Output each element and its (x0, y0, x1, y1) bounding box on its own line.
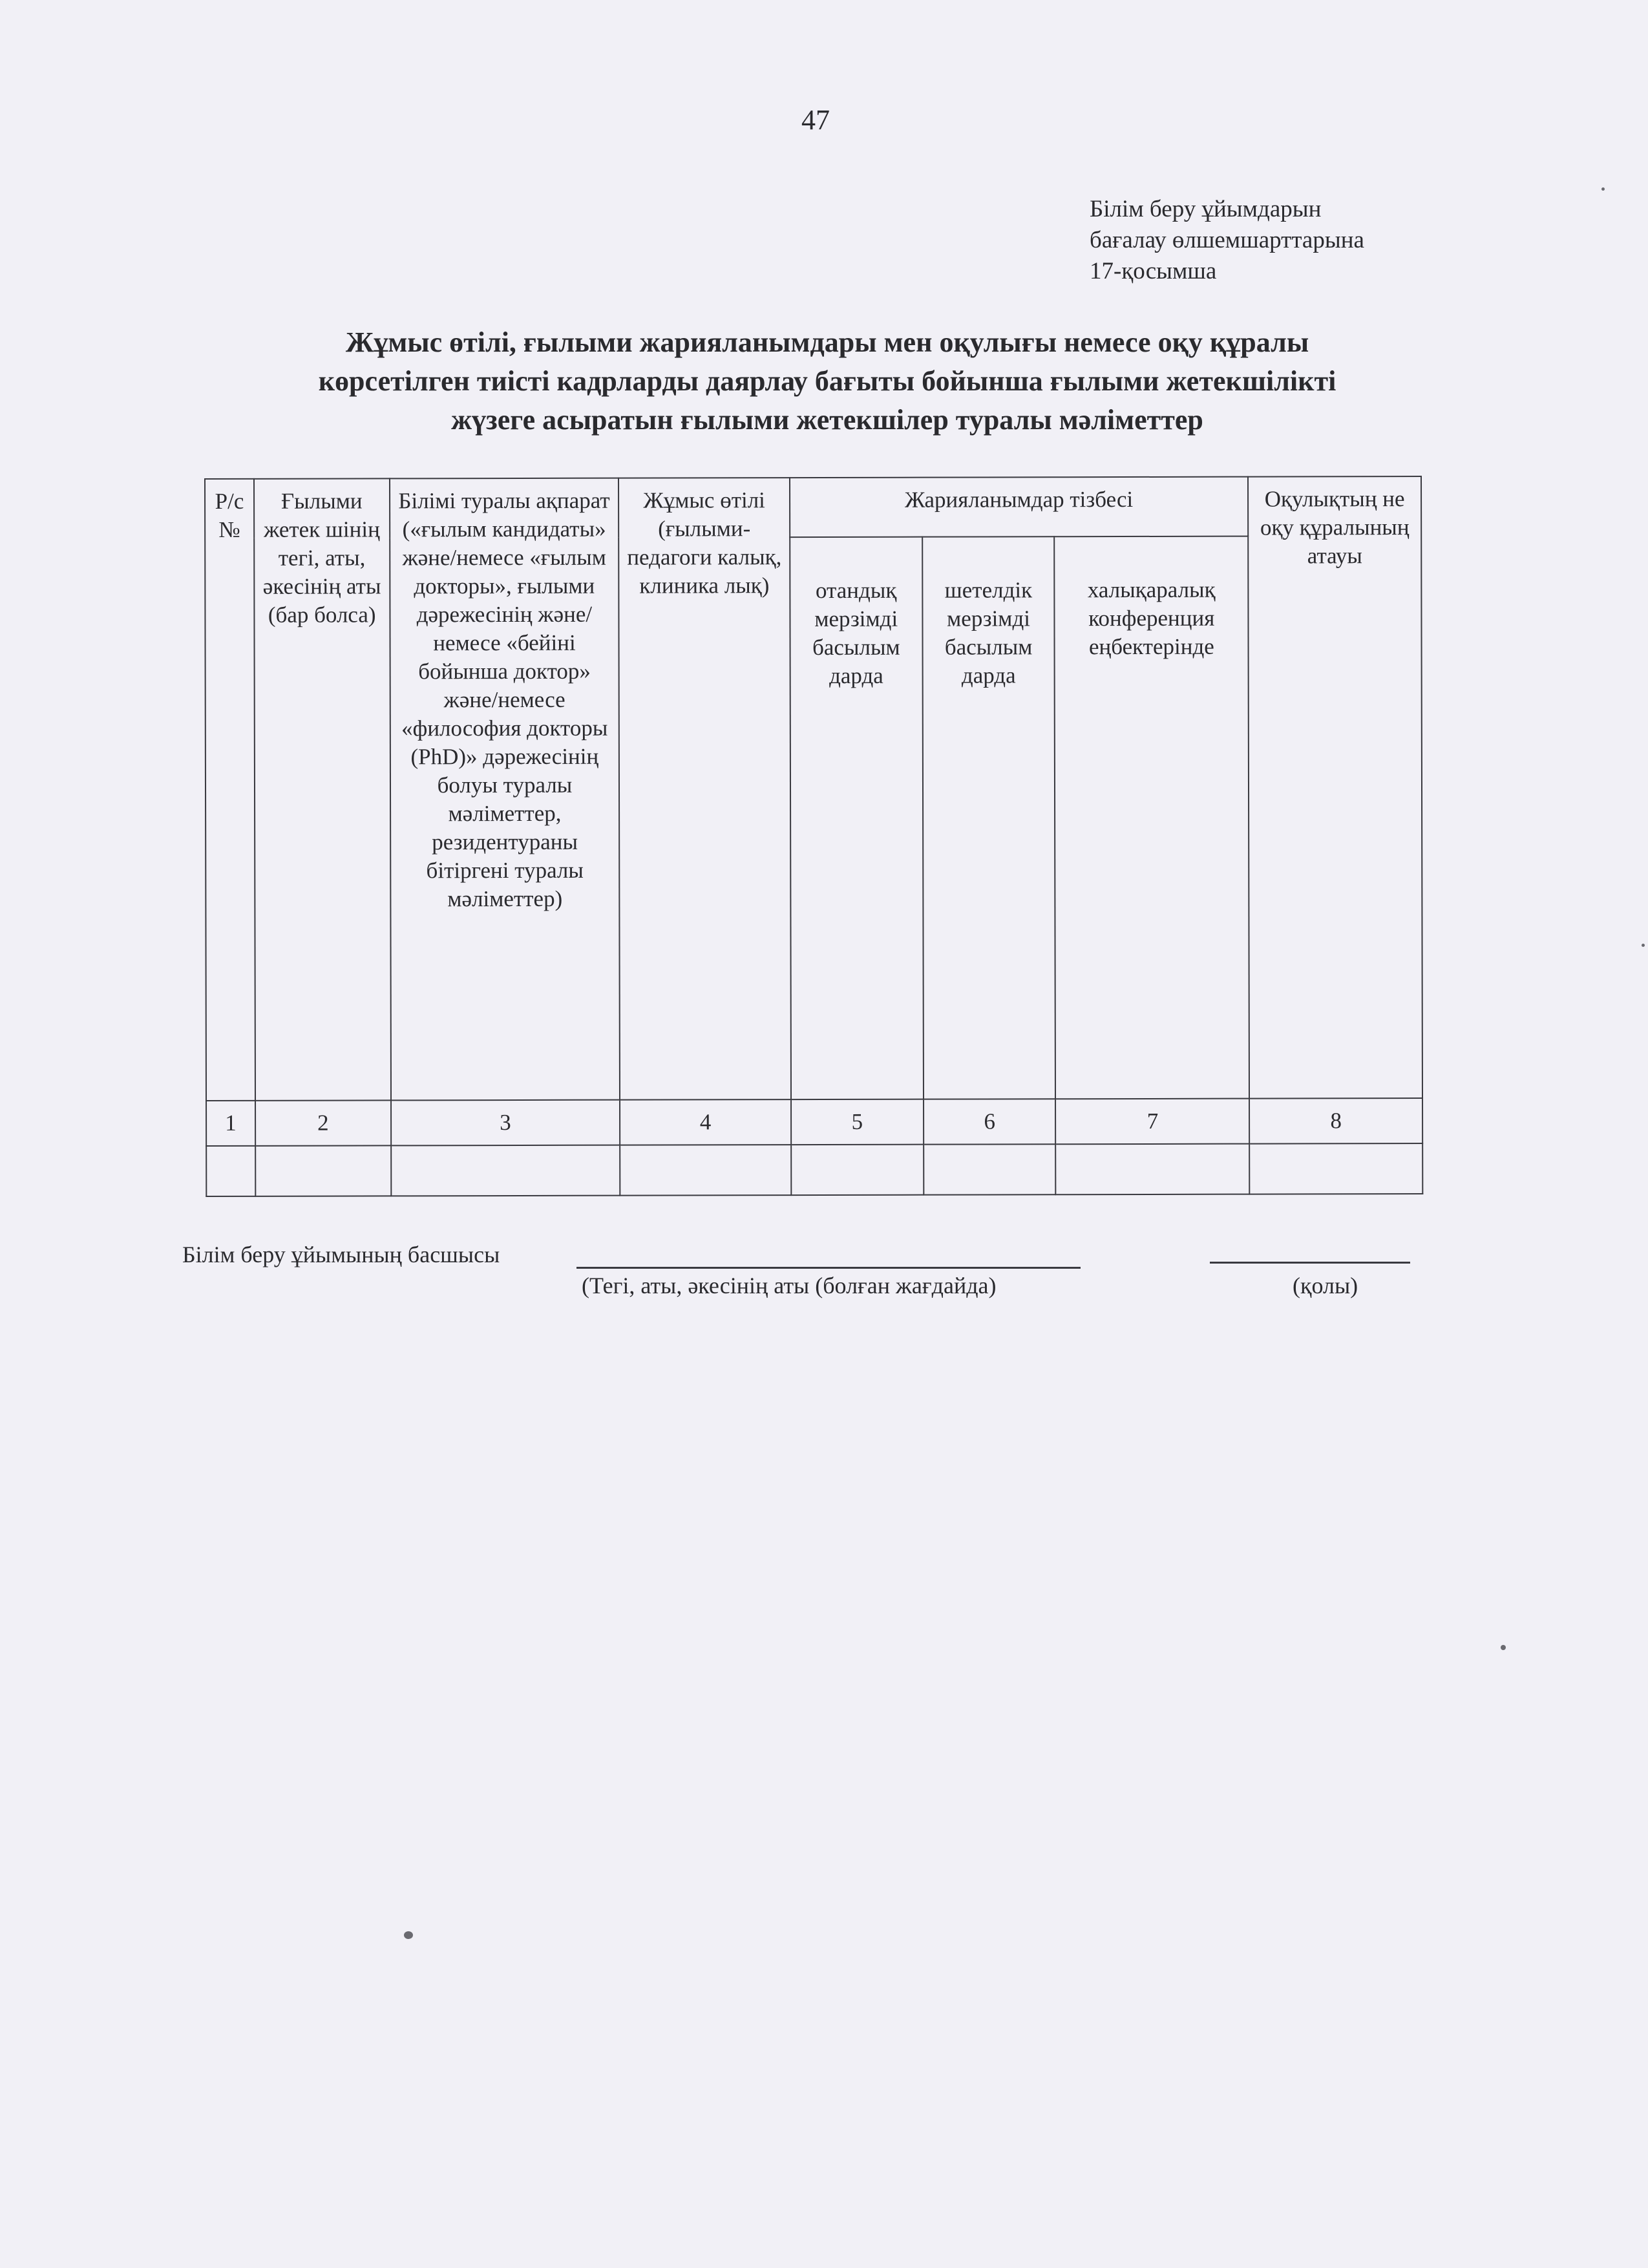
signature-caption: (қолы) (1293, 1273, 1358, 1298)
header-foreign-periodicals: шетелдік мерзімді басылым дарда (922, 536, 1056, 1099)
table-cell (1056, 1144, 1250, 1195)
header-publications-list: Жарияланымдар тізбесі (790, 477, 1248, 537)
column-number: 1 (206, 1101, 255, 1146)
name-blank-line (576, 1267, 1081, 1269)
annex-reference (1090, 194, 1364, 287)
table-row (206, 1143, 1422, 1196)
header-education-info: Білімі туралы ақпарат («ғылым кандидаты» және/немесе «ғылым докторы», ғылыми дәрежесінің және/немесе «бейіні бойынша доктор» және/немесе «философия докторы (PhD)» дәрежесінің болуы туралы мәліметтер, резидентураны бітіргені туралы мәліметтер) (390, 478, 620, 1101)
column-number: 2 (255, 1100, 391, 1145)
column-number: 4 (620, 1099, 791, 1145)
table-cell (255, 1145, 391, 1196)
header-textbook-title: Оқулықтың не оқу құралының атауы (1248, 476, 1422, 1099)
head-of-organization-label: Білім беру ұйымының басшысы (182, 1242, 500, 1267)
annex-line: 17-қосымша (1090, 258, 1217, 284)
scan-speck (404, 1931, 413, 1939)
scan-speck (1642, 944, 1645, 947)
scan-speck (1501, 1645, 1506, 1650)
table-cell (924, 1144, 1056, 1194)
signature-blank-line (1210, 1262, 1410, 1264)
column-number: 6 (924, 1099, 1056, 1144)
name-caption: (Тегі, аты, әкесінің аты (болған жағдайда) (582, 1273, 997, 1298)
scan-speck (1601, 187, 1605, 191)
table-cell (206, 1146, 255, 1196)
document-title (194, 323, 1461, 440)
table-cell (620, 1145, 791, 1196)
table-header-row (205, 476, 1421, 538)
title-line: жүзеге асыратын ғылыми жетекшілер туралы мәліметтер (451, 404, 1203, 436)
title-line: көрсетілген тиісті кадрларды даярлау бағыты бойынша ғылыми жетекшілікті (318, 365, 1336, 397)
table-cell (791, 1145, 924, 1195)
column-number: 7 (1055, 1099, 1249, 1145)
header-international-conferences: халықаралық конференция еңбектерінде (1055, 536, 1250, 1099)
signature-block (182, 1235, 1442, 1312)
header-supervisor-name: Ғылыми жетек шінің тегі, аты, әкесінің аты (бар болса) (254, 478, 391, 1100)
supervisors-table (204, 476, 1423, 1197)
table-cell (1249, 1143, 1422, 1194)
header-domestic-periodicals: отандық мерзімді басылым дарда (790, 537, 924, 1099)
header-row-number: Р/с № (205, 479, 255, 1101)
column-number: 5 (791, 1099, 924, 1145)
column-number: 8 (1249, 1098, 1422, 1144)
table-cell (391, 1145, 620, 1196)
column-number-row (206, 1098, 1422, 1146)
annex-line: бағалау өлшемшарттарына (1090, 227, 1364, 253)
title-line: Жұмыс өтілі, ғылыми жарияланымдары мен оқулығы немесе оқу құралы (345, 326, 1309, 358)
header-work-experience: Жұмыс өтілі (ғылыми-педагоги калық, клиника лық) (618, 478, 791, 1100)
annex-line: Білім беру ұйымдарын (1090, 196, 1322, 222)
column-number: 3 (391, 1100, 620, 1146)
page-number: 47 (801, 104, 830, 136)
